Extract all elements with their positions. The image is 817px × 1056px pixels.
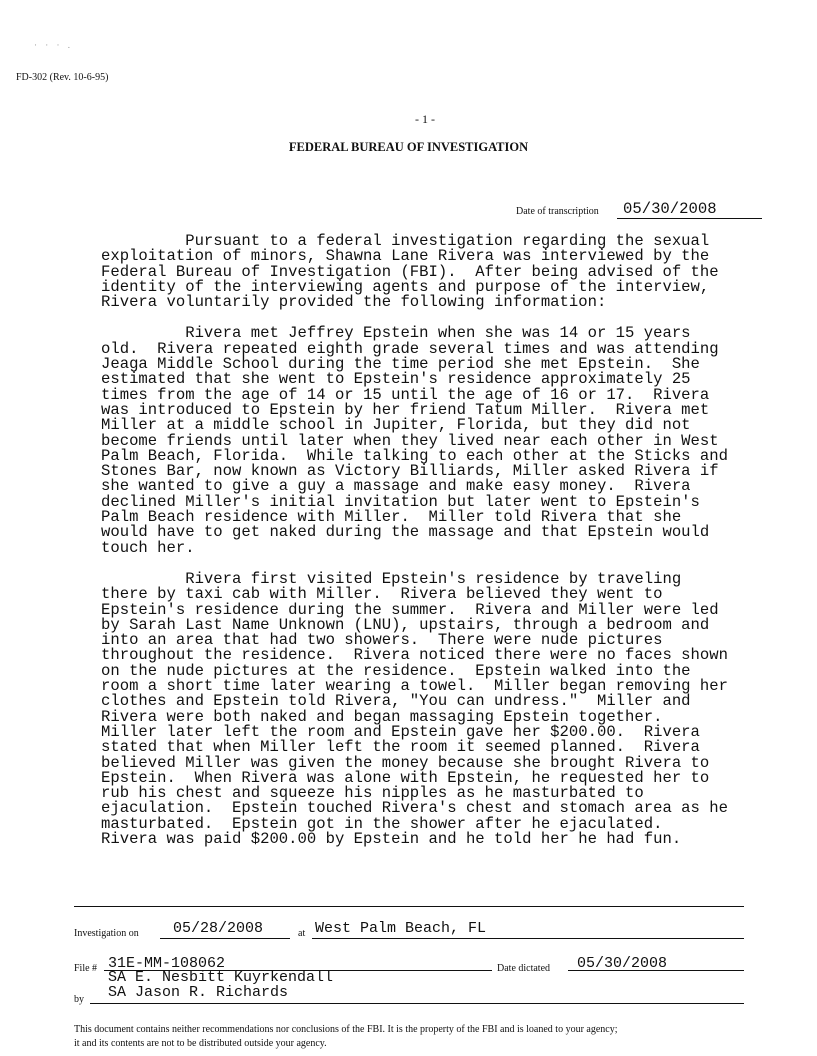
narrative-line: room a short time later wearing a towel. Miller began removing her (101, 677, 728, 696)
disclaimer (74, 1023, 774, 1051)
investigation-location: West Palm Beach, FL (315, 920, 487, 937)
narrative-line: into an area that had two showers. There were nude pictures (101, 631, 663, 650)
narrative-line: stated that when Miller left the room it seemed planned. Rivera (101, 738, 700, 757)
narrative-paragraph (101, 234, 761, 310)
narrative-line: identity of the interviewing agents and purpose of the interview, (101, 277, 710, 296)
footer-top-rule (74, 906, 744, 907)
by-label: by (74, 994, 84, 1005)
agents-underline (90, 1003, 744, 1004)
narrative-line: Rivera met Jeffrey Epstein when she was 14 or 15 years (101, 324, 691, 343)
transcription-date-label: Date of transcription (516, 206, 599, 217)
at-label: at (298, 928, 306, 939)
page-number: - 1 - (415, 112, 435, 126)
narrative-line: Pursuant to a federal investigation regarding the sexual (101, 232, 710, 250)
investigation-label: Investigation on (74, 928, 139, 939)
file-number-label: File # (74, 963, 98, 974)
investigation-date: 05/28/2008 (173, 920, 264, 937)
narrative-paragraph (101, 569, 761, 848)
narrative-line: Miller later left the room and Epstein gave her $200.00. Rivera (101, 722, 700, 741)
narrative-line: Miller at a middle school in Jupiter, Florida, but they did not (101, 416, 691, 435)
form-number: FD-302 (Rev. 10-6-95) (16, 72, 109, 83)
narrative-line: touch her. (101, 538, 195, 557)
narrative-line: Epstein's residence during the summer. Rivera and Miller were led (101, 600, 719, 619)
transcription-date: 05/30/2008 (623, 200, 717, 218)
narrative-line: declined Miller's initial invitation but later went to Epstein's (101, 492, 700, 511)
narrative-line: Federal Bureau of Investigation (FBI). After being advised of the (101, 262, 719, 281)
narrative-line: times from the age of 14 or 15 until the age of 16 or 17. Rivera (101, 385, 710, 404)
narrative-line: Palm Beach, Florida. While talking to each other at the Sticks and (101, 446, 728, 465)
scan-artifact-dots: · · · . (34, 40, 73, 50)
agency-title: FEDERAL BUREAU OF INVESTIGATION (288, 140, 529, 154)
narrative-line: she wanted to give a guy a massage and make easy money. Rivera (101, 477, 691, 496)
disclaimer-line: This document contains neither recommendations nor conclusions of the FBI. It is the property of the FBI and is loaned to your agency; (74, 1024, 618, 1035)
investigation-date-underline (160, 938, 290, 939)
narrative-line: masturbated. Epstein got in the shower after he ejaculated. (101, 814, 663, 833)
narrative-line: on the nude pictures at the residence. Epstein walked into the (101, 661, 691, 680)
narrative-line: Epstein. When Rivera was alone with Epstein, he requested her to (101, 768, 710, 787)
narrative-line: Rivera was paid $200.00 by Epstein and he told her he had fun. (101, 829, 682, 848)
narrative-line: would have to get naked during the massage and that Epstein would (101, 523, 710, 542)
disclaimer-line: it and its contents are not to be distributed outside your agency. (74, 1038, 327, 1049)
narrative-line: by Sarah Last Name Unknown (LNU), upstairs, through a bedroom and (101, 615, 710, 634)
narrative-line: Palm Beach residence with Miller. Miller told Rivera that she (101, 508, 682, 527)
narrative-paragraph (101, 326, 761, 555)
narrative-line: ejaculation. Epstein touched Rivera's chest and stomach area as he (101, 799, 728, 818)
narrative-line: Rivera were both naked and began massaging Epstein together. (101, 707, 663, 726)
date-dictated: 05/30/2008 (577, 955, 668, 972)
narrative-line: throughout the residence. Rivera noticed there were no faces shown (101, 646, 728, 665)
narrative-line: Rivera voluntarily provided the following information: (101, 293, 607, 312)
narrative-line: Stones Bar, now known as Victory Billiards, Miller asked Rivera if (101, 462, 719, 481)
narrative-line: old. Rivera repeated eighth grade several times and was attending (101, 339, 719, 358)
narrative-line: exploitation of minors, Shawna Lane Rivera was interviewed by the (101, 247, 710, 266)
agent-name-2: SA Jason R. Richards (108, 984, 289, 1001)
narrative-line: clothes and Epstein told Rivera, "You can undress." Miller and (101, 692, 691, 711)
narrative-line: was introduced to Epstein by her friend Tatum Miller. Rivera met (101, 400, 710, 419)
agent-name-1: SA E. Nesbitt Kuyrkendall (108, 969, 334, 986)
narrative-line: believed Miller was given the money because she brought Rivera to (101, 753, 710, 772)
file-number: 31E-MM-108062 (108, 955, 226, 972)
narrative-line: Rivera first visited Epstein's residence by traveling (101, 569, 682, 588)
interview-narrative (101, 234, 761, 863)
narrative-line: become friends until later when they lived near each other in West (101, 431, 719, 450)
narrative-line: Jeaga Middle School during the time period she met Epstein. She (101, 355, 700, 374)
transcription-date-underline (617, 218, 762, 219)
date-dictated-label: Date dictated (497, 963, 551, 974)
narrative-line: rub his chest and squeeze his nipples as he masturbated to (101, 784, 644, 803)
narrative-line: there by taxi cab with Miller. Rivera believed they went to (101, 585, 663, 604)
location-underline (312, 938, 744, 939)
narrative-line: estimated that she went to Epstein's residence approximately 25 (101, 370, 691, 389)
date-dictated-underline (568, 970, 744, 971)
